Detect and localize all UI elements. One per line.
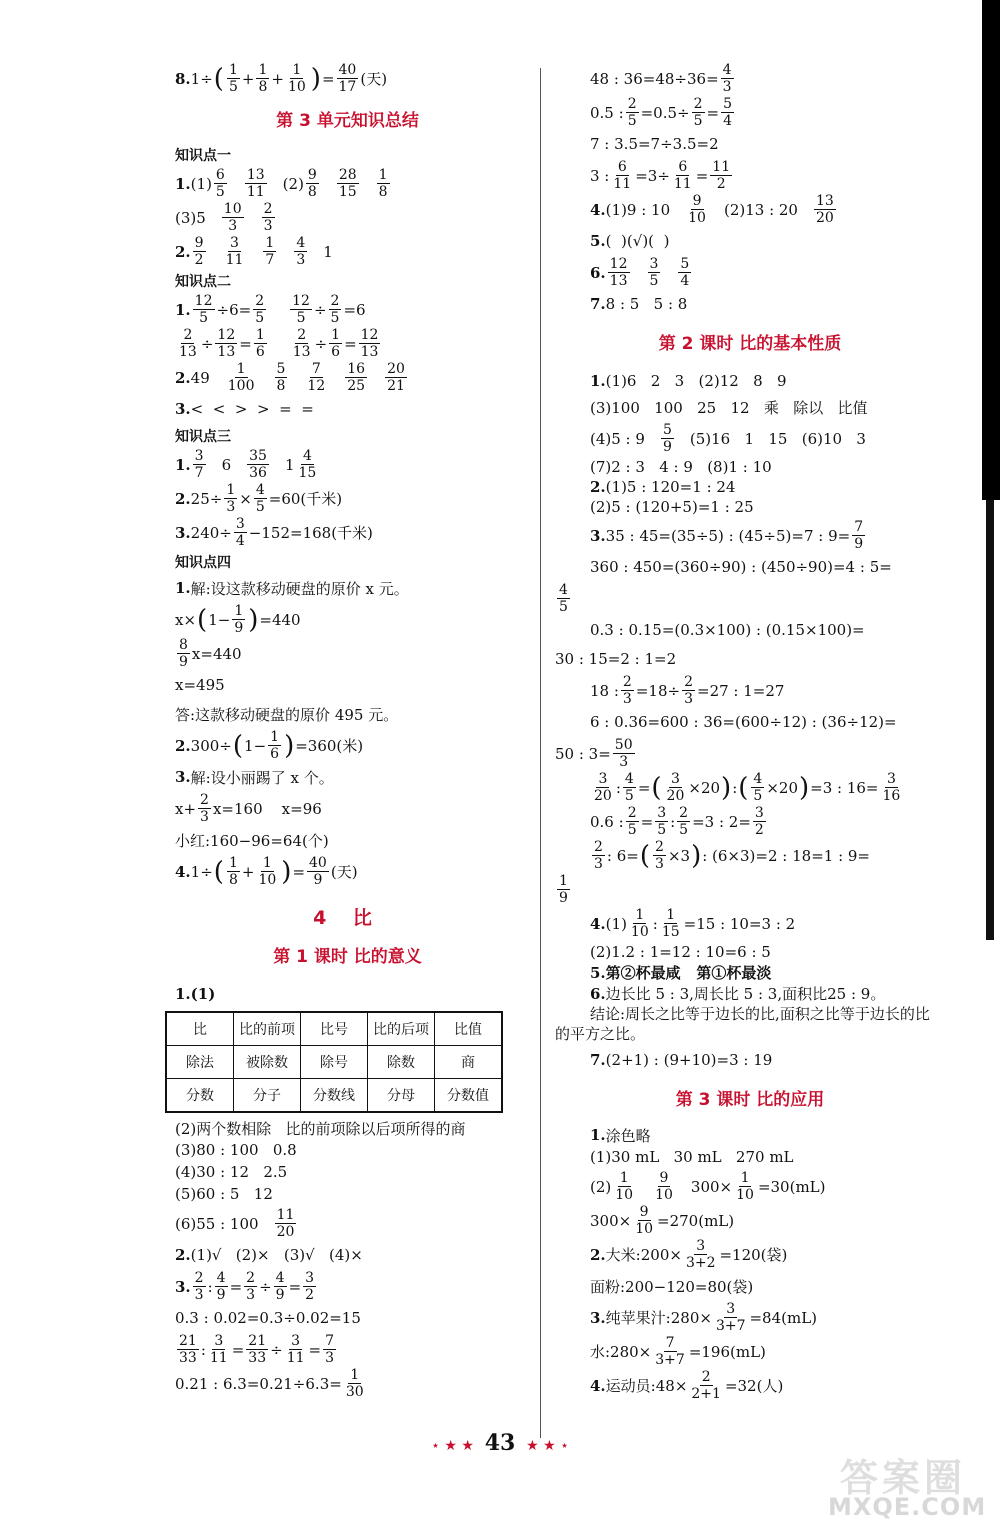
answer-line: 4. 运动员:48× $\frac{2}{2+1}$ =32(人) <box>590 1369 784 1402</box>
answer-line: (2)5 : (120+5)=1 : 25 <box>590 498 754 516</box>
item-number: 1. <box>175 579 191 597</box>
answer-line: 2. 大米:200× $\frac{3}{3+2}$ =120(袋) <box>590 1238 788 1271</box>
answer-line: (3)5 $\frac{10}{3}$ $\frac{2}{3}$ <box>175 201 273 234</box>
answer-line: 1.(1) <box>175 985 216 1003</box>
answer-line: (4)30 : 12 2.5 <box>175 1163 288 1181</box>
answer-line: 水:280× $\frac{7}{3+7}$ =196(mL) <box>590 1335 766 1368</box>
answer-line: 1. $\frac{12}{5}$ ÷6= $\frac{2}{5}$ $\frac{12}{5}$ ÷ $\frac{2}{5}$ =6 <box>175 293 366 326</box>
answer-line: 3. < < > > = = <box>175 400 314 418</box>
answer-line: $\frac{21}{33}$ : $\frac{3}{11}$ = $\frac{21}{33}$ ÷ $\frac{3}{11}$ = $\frac{7}{3}$ <box>179 1333 335 1366</box>
watermark-logo <box>820 1445 990 1520</box>
answer-line: 1. (1)6 2 3 (2)12 8 9 <box>590 372 787 390</box>
answer-line: x=495 <box>175 676 225 694</box>
answer-line: (4)5 : 9 $\frac{5}{9}$ (5)16 1 15 (6)10 3 <box>590 422 866 455</box>
answer-line: 3. 纯苹果汁:280× $\frac{3}{3+7}$ =84(mL) <box>590 1301 818 1334</box>
fraction: $\frac{1}{5}$ <box>228 62 238 95</box>
table-row: 分数 分子 分数线 分母 分数值 <box>166 1079 502 1113</box>
answer-line: 48 : 36=48÷36= $\frac{4}{3}$ <box>590 62 732 95</box>
expr: = <box>321 69 335 88</box>
expr: + <box>271 69 284 88</box>
answer-line: $\frac{2}{3}$ : 6= ( $\frac{2}{3}$ ×3 ) : (6×3)=2 : 18=1 : 9= <box>594 839 871 872</box>
answer-line: 7. 8 : 5 5 : 8 <box>590 295 688 313</box>
left-column <box>175 60 520 1402</box>
item-number: 2. <box>175 368 191 387</box>
answer-line: 18 : $\frac{2}{3}$ =18÷ $\frac{2}{3}$ =27 : 1=27 <box>590 674 785 707</box>
answer-line: 3 : $\frac{6}{11}$ =3÷ $\frac{6}{11}$ = $\frac{11}{2}$ <box>590 159 731 192</box>
chapter-title: 4 比 <box>313 907 382 929</box>
table-row: 除法 被除数 除号 除数 商 <box>166 1046 502 1079</box>
answer-line: 6. $\frac{12}{13}$ $\frac{3}{5}$ $\frac{5}{4}$ <box>590 256 690 289</box>
answer-line: 6 : 0.36=600 : 36=(600÷12) : (36÷12)= <box>590 713 897 731</box>
answer-line: $\frac{4}{5}$ <box>559 582 568 615</box>
answer-line: 3. 240÷ $\frac{3}{4}$ −152=168(千米) <box>175 516 373 549</box>
knowledge-point-title: 知识点四 <box>175 555 231 571</box>
fraction: $\frac{40}{17}$ <box>338 62 357 95</box>
item-number: 3. <box>175 523 191 542</box>
lesson-heading: 第 3 课时 比的应用 <box>675 1090 825 1110</box>
answer-line: 答:这款移动硬盘的原价 495 元。 <box>175 705 399 724</box>
star-decoration-icon: ★ ★ ⋆ <box>526 1438 569 1454</box>
page-number: 43 <box>484 1430 516 1456</box>
answer-line: 0.3 : 0.15=(0.3×100) : (0.15×100)= <box>590 621 865 639</box>
column-divider <box>540 68 541 1438</box>
answer-line: (6)55 : 100 $\frac{11}{20}$ <box>175 1207 295 1240</box>
star-decoration-icon: ⋆ ★ ★ <box>431 1438 474 1454</box>
fraction: $\frac{1}{10}$ <box>287 62 306 95</box>
answer-line: $\frac{8}{9}$ x=440 <box>179 637 242 670</box>
item-number: 1. <box>175 300 191 319</box>
answer-line <box>175 63 520 94</box>
answer-line: $\frac{3}{20}$ : $\frac{4}{5}$ = ( $\frac{3}{20}$ ×20 ) : ( $\frac{4}{5}$ ×20 ) =3 : 16= $\frac{3}{16}$ <box>594 771 901 804</box>
item-number: 8. <box>175 69 191 88</box>
answer-line: 3. $\frac{2}{3}$ : $\frac{4}{9}$ = $\frac{2}{3}$ ÷ $\frac{4}{9}$ = $\frac{3}{2}$ <box>175 1270 315 1303</box>
answer-line: 2. 300÷ ( 1− $\frac{1}{6}$ ) =360(米) <box>175 729 364 762</box>
answer-line: 2. (1)5 : 120=1 : 24 <box>590 478 736 496</box>
answer-line: 面粉:200−120=80(袋) <box>590 1277 754 1296</box>
answer-line: 小红:160−96=64(个) <box>175 831 329 850</box>
answer-line: $\frac{1}{9}$ <box>559 873 568 906</box>
answer-line: 4. (1)9 : 10 $\frac{9}{10}$ (2)13 : 20 $\frac{13}{20}$ <box>590 193 834 226</box>
watermark-logo-text: 答案圈 <box>840 1456 967 1500</box>
item-number: 2. <box>175 489 191 508</box>
answer-line: 300× $\frac{9}{10}$ =270(mL) <box>590 1204 735 1237</box>
knowledge-point-title: 知识点一 <box>175 148 231 164</box>
answer-line: 1. $\frac{3}{7}$ 6 $\frac{35}{36}$ 1 $\frac{4}{15}$ <box>175 448 317 481</box>
item-number: 2. <box>175 736 191 755</box>
answer-line: 2. 25÷ $\frac{1}{3}$ × $\frac{4}{5}$ =60(千米) <box>175 482 343 515</box>
answer-line: 0.3 : 0.02=0.3÷0.02=15 <box>175 1309 361 1327</box>
knowledge-point-title: 知识点二 <box>175 274 231 290</box>
expr: + <box>241 69 255 88</box>
answer-line: 50 : 3= $\frac{50}{3}$ <box>555 737 633 770</box>
answer-paragraph: 结论:周长之比等于边长的比,面积之比等于边长的比的平方之比。 <box>555 1005 930 1043</box>
lesson-heading: 第 2 课时 比的基本性质 <box>658 334 842 354</box>
answer-line: (7)2 : 3 4 : 9 (8)1 : 10 <box>590 458 772 476</box>
answer-line: x+ $\frac{2}{3}$ x=160 x=96 <box>175 792 322 825</box>
right-column <box>555 60 945 1404</box>
answer-line: 2. (1)√ (2)× (3)√ (4)× <box>175 1246 363 1264</box>
item-number: 1. <box>175 174 191 193</box>
scan-edge-bar-lower <box>986 500 994 940</box>
ratio-table <box>165 1011 503 1113</box>
answer-line: 1. 解:设这款移动硬盘的原价 x 元。 <box>175 579 409 598</box>
answer-line: 3. 解:设小丽踢了 x 个。 <box>175 768 334 787</box>
paren: ( <box>213 63 224 94</box>
item-number: 1. <box>175 455 191 474</box>
table-row: 比 比的前项 比号 比的后项 比值 <box>166 1012 502 1046</box>
item-number: 3. <box>175 768 191 786</box>
section-heading: 第 3 单元知识总结 <box>276 111 419 131</box>
answer-line: (2)1.2 : 1=12 : 10=6 : 5 <box>590 943 771 961</box>
unit: (天) <box>360 70 388 88</box>
fraction: $\frac{1}{8}$ <box>258 62 268 95</box>
answer-line: 0.6 : $\frac{2}{5}$ = $\frac{3}{5}$ : $\frac{2}{5}$ =3 : 2= $\frac{3}{2}$ <box>590 805 764 838</box>
answer-line: 0.5 : $\frac{2}{5}$ =0.5÷ $\frac{2}{5}$ = $\frac{5}{4}$ <box>590 96 733 129</box>
answer-line: $\frac{2}{13}$ ÷ $\frac{12}{13}$ = $\frac{1}{6}$ $\frac{2}{13}$ ÷ $\frac{1}{6}$ = $\frac{12}{13}$ <box>179 327 379 360</box>
answer-line: 5. 第②杯最咸 第①杯最淡 <box>590 963 772 982</box>
answer-line: 1. (1) $\frac{6}{5}$ $\frac{13}{11}$ (2) $\frac{9}{8}$ $\frac{28}{15}$ $\frac{1}{8}$ <box>175 167 388 200</box>
paren: ) <box>310 63 321 94</box>
item-number: 3. <box>175 400 191 418</box>
answer-line: 2. 49 $\frac{1}{100}$ $\frac{5}{8}$ $\frac{7}{12}$ $\frac{16}{25}$ $\frac{20}{21}$ <box>175 361 405 394</box>
answer-line: 6. 边长比 5 : 3,周长比 5 : 3,面积比25 : 9。 <box>590 984 886 1003</box>
answer-line: x× ( 1− $\frac{1}{9}$ ) =440 <box>175 603 301 636</box>
answer-line: 2. $\frac{9}{2}$ $\frac{3}{11}$ $\frac{1}{7}$ $\frac{4}{3}$ 1 <box>175 235 333 268</box>
answer-line: 4. 1÷ ( $\frac{1}{8}$ + $\frac{1}{10}$ ) = $\frac{40}{9}$ (天) <box>175 855 358 888</box>
knowledge-point-title: 知识点三 <box>175 429 231 445</box>
answer-line: 7 : 3.5=7÷3.5=2 <box>590 135 719 153</box>
answer-line: 30 : 15=2 : 1=2 <box>555 650 677 668</box>
answer-line: (2)两个数相除 比的前项除以后项所得的商 <box>175 1119 466 1138</box>
scan-edge-bar <box>982 0 1000 500</box>
expr: 1÷ <box>190 69 213 88</box>
answer-line: (3)100 100 25 12 乘 除以 比值 <box>590 398 868 417</box>
answer-line: 5. ( )(√)( ) <box>590 232 670 250</box>
lesson-heading: 第 1 课时 比的意义 <box>273 947 422 967</box>
answer-line: 4. (1) $\frac{1}{10}$ : $\frac{1}{15}$ =15 : 10=3 : 2 <box>590 907 796 940</box>
answer-line: 0.21 : 6.3=0.21÷6.3= $\frac{1}{30}$ <box>175 1367 364 1400</box>
answer-line: (3)80 : 100 0.8 <box>175 1141 297 1159</box>
answer-line: 360 : 450=(360÷90) : (450÷90)=4 : 5= <box>590 558 892 576</box>
answer-line: 3. 35 : 45=(35÷5) : (45÷5)=7 : 9= $\frac{7}{9}$ <box>590 519 864 552</box>
answer-line: (2) $\frac{1}{10}$ $\frac{9}{10}$ 300× $\frac{1}{10}$ =30(mL) <box>590 1170 826 1203</box>
watermark-url: MXQE.COM <box>828 1493 987 1521</box>
answer-line: (5)60 : 5 12 <box>175 1185 273 1203</box>
answer-line: 7. (2+1) : (9+10)=3 : 19 <box>590 1051 773 1069</box>
item-number: 2. <box>175 242 191 261</box>
item-number: 4. <box>175 862 191 881</box>
answer-line: 1. 涂色略 <box>590 1126 651 1145</box>
answer-line: (1)30 mL 30 mL 270 mL <box>590 1148 794 1166</box>
